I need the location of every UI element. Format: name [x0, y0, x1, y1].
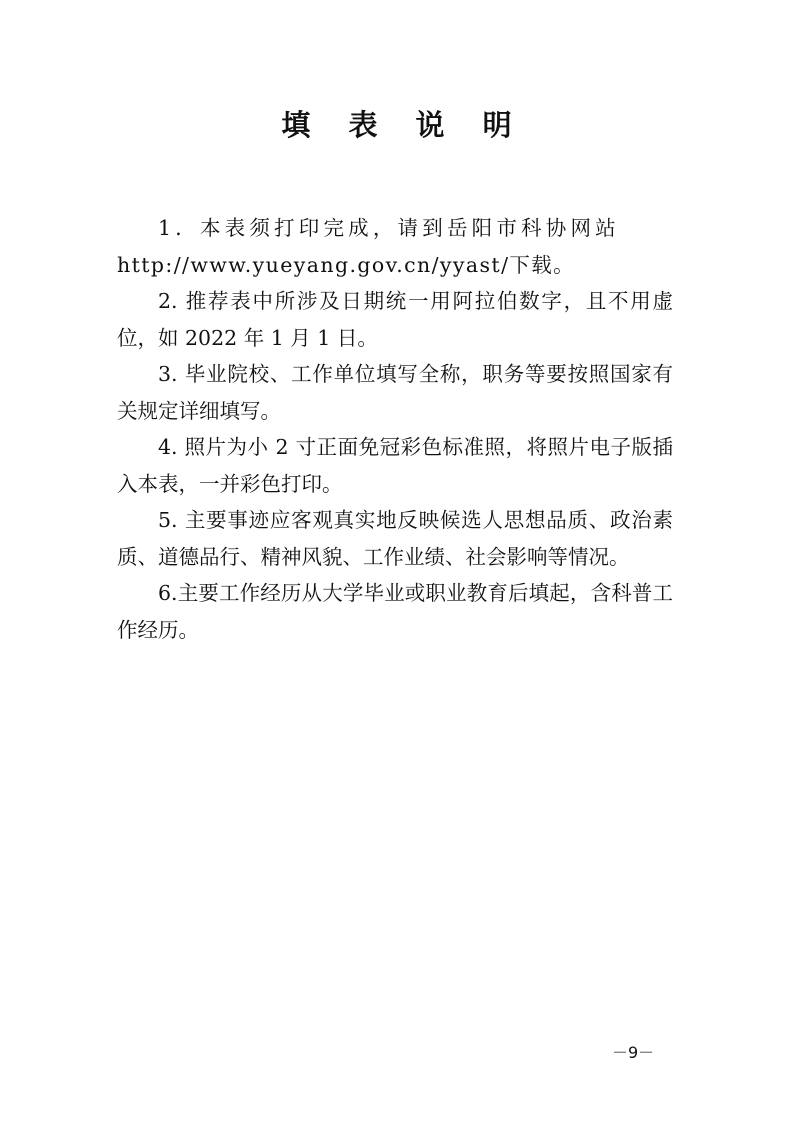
- instruction-item-4: 4. 照片为小 2 寸正面免冠彩色标准照，将照片电子版插入本表，一并彩色打印。: [117, 435, 673, 496]
- instruction-item-5: 5. 主要事迹应客观真实地反映候选人思想品质、政治素质、道德品行、精神风貌、工作业绩、社会影响等情况。: [117, 508, 673, 569]
- instruction-item-6: 6.主要工作经历从大学毕业或职业教育后填起，含科普工作经历。: [117, 581, 673, 642]
- page-number: －9－: [612, 1043, 655, 1062]
- instruction-item-1-text: 1．本表须打印完成，请到岳阳市科协网站: [158, 216, 620, 240]
- instruction-item-1: [117, 210, 673, 283]
- page-title: 填 表 说 明: [281, 108, 526, 142]
- instructions-body: [117, 210, 673, 648]
- instruction-item-2: 2. 推荐表中所涉及日期统一用阿拉伯数字，且不用虚位，如 2022 年 1 月 1 日。: [117, 289, 673, 350]
- download-url: http://www.yueyang.gov.cn/yyast/下载。: [117, 252, 576, 277]
- instruction-item-3: 3. 毕业院校、工作单位填写全称，职务等要按照国家有关规定详细填写。: [117, 362, 673, 423]
